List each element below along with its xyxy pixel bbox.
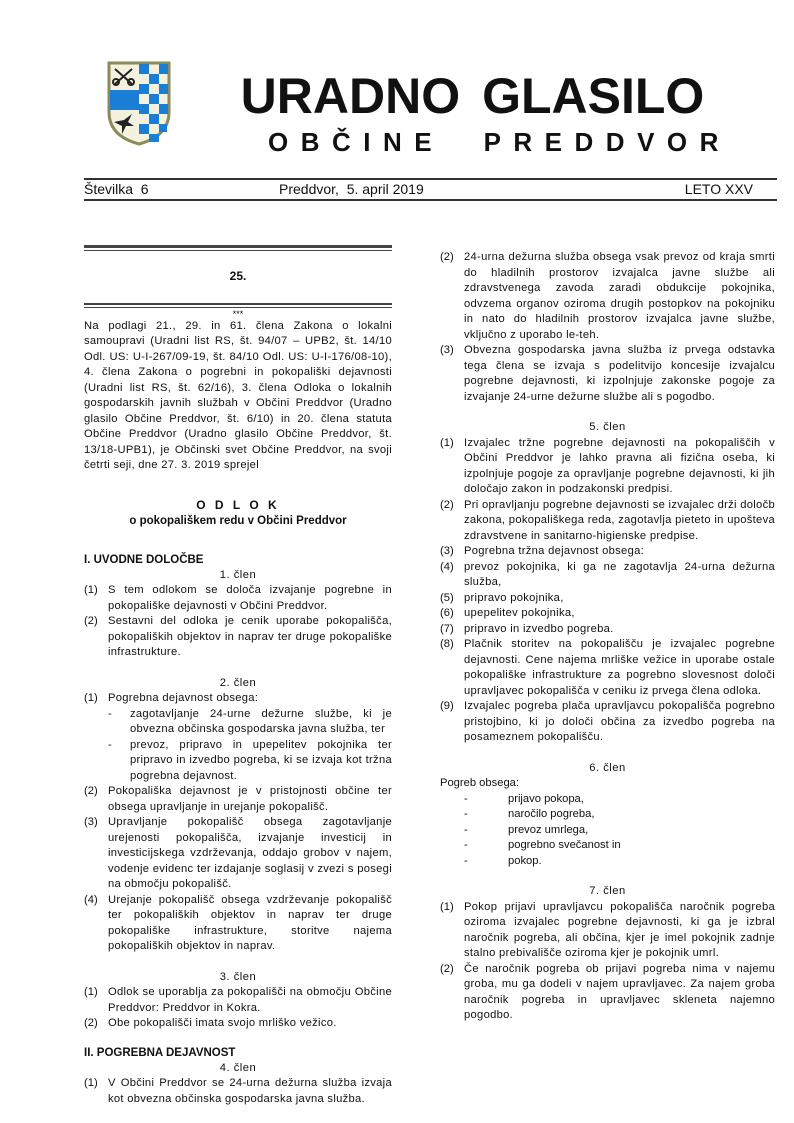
paragraph-text: Izvajalec tržne pogrebne dejavnosti na pokopališčih v Občini Preddvor je lahko pravna ali fizična oseba, ki izpolnjuje pogoje za opravljanje pogrebne dejavnosti, ki jih določajo zakon in podzakonski predpisi. bbox=[464, 436, 775, 495]
paragraph bbox=[84, 614, 392, 661]
bullet-text: prijavo pokopa, bbox=[508, 792, 584, 805]
paragraph-number: (7) bbox=[440, 622, 454, 635]
dash-bullet: - bbox=[464, 854, 468, 867]
paragraph bbox=[440, 606, 775, 622]
paragraph-text: Sestavni del odloka je cenik uporabe pokopališča, pokopaliških objektov in naprav ter druge pokopališke infrastrukture. bbox=[108, 615, 392, 658]
bullet-item bbox=[440, 854, 775, 870]
paragraph bbox=[84, 1016, 392, 1032]
paragraph-text: prevoz pokojnika, ki ga ne zagotavlja 24-urna dežurna služba, bbox=[464, 560, 775, 588]
issue-year: LETO XXV bbox=[684, 181, 753, 197]
bullet-item bbox=[440, 807, 775, 823]
issue-info-row bbox=[84, 180, 777, 198]
paragraph bbox=[440, 699, 775, 746]
paragraph-text: upepelitev pokojnika, bbox=[464, 607, 575, 619]
issue-number: Številka 6 bbox=[84, 181, 149, 197]
paragraph bbox=[440, 343, 775, 405]
paragraph bbox=[84, 1076, 392, 1107]
bullet-text: pokop. bbox=[508, 854, 542, 867]
paragraph-text: 24-urna dežurna služba obsega vsak prevoz od kraja smrti do hladilnih prostorov izvajalca javne službe ali zdravstvenega zavoda zaradi obdukcije pokojnika, odvzema organov oziroma drugih postopkov na pokojniku in nato do hladilnih prostorov izvajalca javne službe, vključno z uporabo le-teh. bbox=[464, 251, 775, 341]
paragraph-text: Plačnik storitev na pokopališču je izvajalec pogrebne dejavnosti. Cene najema mrliške vežice in uporabe ostale pokopališke infrastrukture za pogrebno slovesnost določi upravljavec pokopališča v ceniku iz prvega člena odloka. bbox=[464, 638, 775, 697]
paragraph-number: (2) bbox=[440, 251, 454, 263]
paragraph-number: (1) bbox=[84, 692, 98, 704]
left-column bbox=[84, 245, 392, 1107]
decree-title: O D L O K bbox=[196, 497, 280, 512]
dash-bullet: - bbox=[464, 839, 468, 851]
article-heading: 1. člen bbox=[219, 568, 257, 581]
paragraph bbox=[440, 622, 775, 638]
paragraph-number: (1) bbox=[84, 986, 98, 998]
masthead-subtitle: OBČINE PREDDVOR bbox=[268, 127, 731, 157]
dash-bullet: - bbox=[108, 707, 112, 720]
paragraph-number: (2) bbox=[84, 785, 98, 797]
dash-bullet: - bbox=[464, 792, 468, 805]
paragraph-text: Pokop prijavi upravljavcu pokopališča naročnik pogreba oziroma izvajalec pogrebne dejavnosti, ki ga je izbral naročnik pogreba, ali občina, kjer je imel pokojnik zadnje stalno prebivališče oziroma kjer je pokojnik umrl. bbox=[464, 900, 775, 959]
paragraph-text: Pokopališka dejavnost je v pristojnosti občine ter obsega upravljanje in urejanje pokopališč. bbox=[108, 785, 392, 813]
paragraph bbox=[440, 498, 775, 545]
dash-bullet: - bbox=[108, 738, 112, 751]
title-word-glasilo: GLASILO bbox=[482, 68, 705, 124]
preamble: Na podlagi 21., 29. in 61. člena Zakona o lokalni samoupravi (Uradni list RS, št. 94/07 – UPB2, št. 14/10 Odl. US: U-I-267/09-19, št. 84/10 Odl. US: U-I-176/08-10), 4. člena Zakona o pogrebni in pokopališki dejavnosti (Uradni list RS, št. 62/16), 3. člena Odloka o lokalnih gospodarskih javnih službah v Občini Preddvor (Uradno glasilo Občine Preddvor, št. 6/10) in 20. člena statuta Občine Preddvor (Uradno glasilo Občine Preddvor, št. 13/18-UPB1), je Občinski svet Občine Preddvor, na svoji četrti seji, dne 27. 3. 2019 sprejel bbox=[84, 319, 392, 471]
paragraph-number: (3) bbox=[440, 545, 454, 557]
article-heading: 2. člen bbox=[219, 676, 257, 689]
bullet-text: prevoz umrlega, bbox=[508, 823, 589, 836]
document-number: 25. bbox=[229, 269, 247, 283]
paragraph bbox=[84, 691, 392, 707]
paragraph-number: (2) bbox=[84, 1017, 98, 1029]
double-rule bbox=[84, 303, 392, 308]
paragraph bbox=[84, 583, 392, 614]
paragraph-number: (1) bbox=[440, 436, 454, 449]
article-heading: 7. člen bbox=[589, 885, 626, 897]
double-rule bbox=[84, 245, 392, 251]
paragraph-text: Pogrebna tržna dejavnost obsega: bbox=[464, 545, 645, 557]
masthead-title bbox=[200, 66, 745, 126]
paragraph-number: (3) bbox=[84, 816, 98, 828]
paragraph bbox=[84, 784, 392, 815]
paragraph-number: (9) bbox=[440, 700, 454, 712]
paragraph bbox=[84, 893, 392, 955]
paragraph bbox=[440, 544, 775, 560]
paragraph bbox=[84, 815, 392, 893]
bullet-item bbox=[84, 707, 392, 738]
bullet-item bbox=[440, 838, 775, 854]
bullet-item bbox=[440, 823, 775, 839]
bullet-item bbox=[84, 738, 392, 785]
bullet-text: pogrebno svečanost in bbox=[508, 839, 621, 851]
section-heading: I. UVODNE DOLOČBE bbox=[84, 553, 204, 566]
paragraph bbox=[440, 250, 775, 343]
bullet-text: prevoz, pripravo in upepelitev pokojnika ter pripravo in izvedbo pogreba, ki se izvaja kot tržna pogrebna dejavnost. bbox=[130, 738, 392, 782]
article-heading: 6. člen bbox=[589, 761, 626, 774]
blue-band bbox=[110, 90, 139, 110]
paragraph-number: (5) bbox=[440, 591, 454, 604]
paragraph-text: Obvezna gospodarska javna služba iz prvega odstavka tega člena se izvaja s podelitvijo koncesije izvajalcu pogrebne dejavnosti, ki izpolnjuje zakonske pogoje za izvajanje 24-urne dežurne službe ali s pogodbo. bbox=[464, 344, 775, 403]
issue-place-date: Preddvor, 5. april 2019 bbox=[279, 181, 424, 197]
dash-bullet: - bbox=[464, 823, 468, 836]
header-rule-bottom bbox=[84, 199, 777, 201]
paragraph-text: Če naročnik pogreba ob prijavi pogreba nima v najemu groba, mu ga dodeli v najem upravljavec. Za najem groba naročnik pogreba in upravljavec skleneta najemno pogodbo. bbox=[464, 962, 775, 1021]
paragraph-text: S tem odlokom se določa izvajanje pogrebne in pokopališke dejavnosti v Občini Preddvor. bbox=[108, 584, 392, 612]
paragraph-text: Pogrebna dejavnost obsega: bbox=[108, 692, 259, 704]
paragraph-number: (2) bbox=[440, 498, 454, 511]
paragraph bbox=[440, 560, 775, 591]
paragraph-text: pripravo in izvedbo pogreba. bbox=[464, 622, 614, 635]
paragraph-number: (1) bbox=[84, 584, 98, 596]
paragraph-text: V Občini Preddvor se 24-urna dežurna služba izvaja kot obvezna občinska gospodarska javna služba. bbox=[108, 1077, 392, 1105]
paragraph bbox=[440, 436, 775, 498]
paragraph-number: (1) bbox=[84, 1077, 98, 1089]
paragraph-number: (4) bbox=[440, 560, 454, 573]
article-heading: 4. člen bbox=[219, 1061, 257, 1074]
decree-subtitle: o pokopališkem redu v Občini Preddvor bbox=[129, 514, 347, 527]
paragraph-text: Odlok se uporablja za pokopališči na območju Občine Preddvor: Preddvor in Kokra. bbox=[108, 986, 392, 1014]
paragraph bbox=[440, 591, 775, 607]
paragraph-text: pripravo pokojnika, bbox=[464, 591, 564, 604]
paragraph-text: Urejanje pokopališč obsega vzdrževanje pokopališč ter pokopaliških objektov in naprav ter druge pokopališke infrastrukture, storitve najema pokopaliških objektov in naprav. bbox=[108, 893, 392, 952]
paragraph bbox=[440, 900, 775, 962]
paragraph bbox=[84, 985, 392, 1016]
paragraph-number: (3) bbox=[440, 344, 454, 356]
article-heading: 3. člen bbox=[219, 970, 257, 983]
paragraph-text: Upravljanje pokopališč obsega zagotavljanje urejenosti pokopališča, izvajanje investicij in investicijskega vzdrževanja, oddajo grobov v najem, vodenje evidenc ter izdajanje soglasij v zvezi s posegi na območju pokopališč. bbox=[108, 816, 392, 890]
article-intro: Pogreb obsega: bbox=[440, 777, 519, 789]
paragraph-text: Izvajalec pogreba plača upravljavcu pokopališča pogrebno pristojbino, ki jo določi občina za izvedbo pogreba na posameznem pokopališču. bbox=[464, 700, 775, 743]
paragraph-number: (8) bbox=[440, 638, 454, 650]
paragraph-text: Pri opravljanju pogrebne dejavnosti se izvajalec drži določb zakona, pokopališkega reda, zagotavlja pieteto in upošteva zdravstvene in sanitarno-higienske predpise. bbox=[464, 498, 775, 542]
paragraph-number: (2) bbox=[440, 962, 454, 975]
coat-of-arms-logo bbox=[106, 60, 172, 146]
paragraph bbox=[440, 962, 775, 1024]
separator-stars: *** bbox=[232, 308, 244, 319]
paragraph-number: (1) bbox=[440, 900, 454, 913]
dash-bullet: - bbox=[464, 808, 468, 820]
paragraph bbox=[440, 637, 775, 699]
paragraph-number: (6) bbox=[440, 607, 454, 619]
right-column bbox=[440, 250, 775, 1024]
bullet-text: naročilo pogreba, bbox=[508, 808, 595, 820]
paragraph-text: Obe pokopališči imata svojo mrliško vežico. bbox=[108, 1017, 337, 1029]
paragraph-number: (2) bbox=[84, 615, 98, 627]
bullet-text: zagotavljanje 24-urne dežurne službe, ki je obvezna občinska gospodarska javna služba, ter bbox=[130, 707, 392, 735]
paragraph-number: (4) bbox=[84, 893, 98, 906]
article-heading: 5. člen bbox=[589, 421, 626, 433]
title-word-uradno: URADNO bbox=[240, 68, 461, 124]
section-heading: II. POGREBNA DEJAVNOST bbox=[84, 1046, 236, 1059]
bullet-item bbox=[440, 792, 775, 808]
